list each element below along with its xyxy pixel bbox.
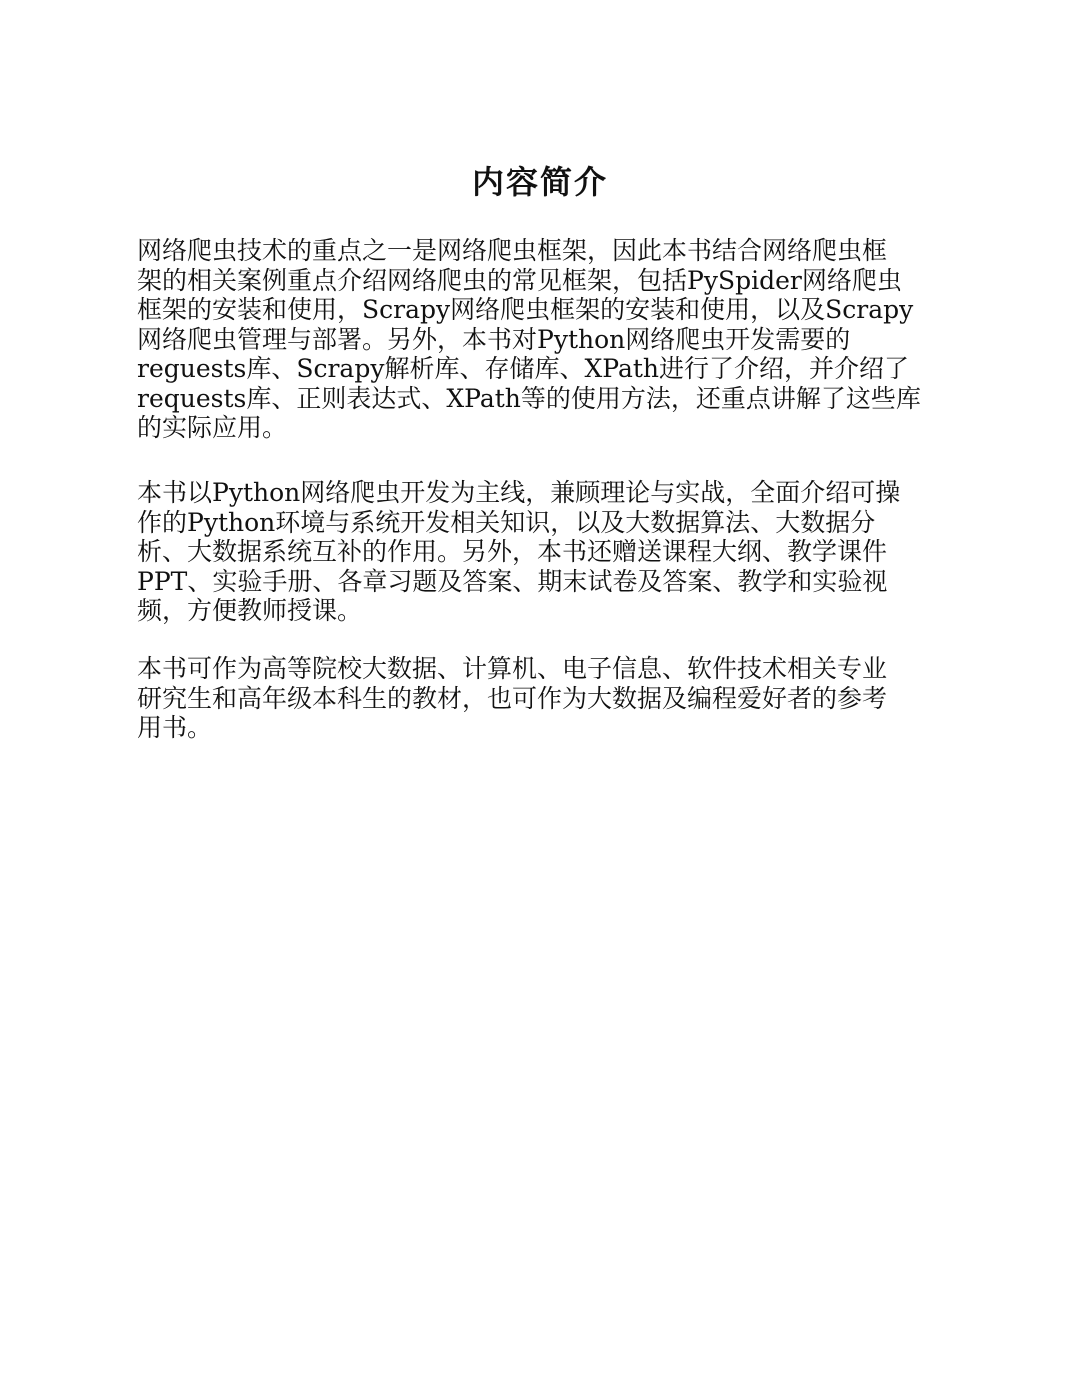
paragraph-line: 析、大数据系统互补的作用。另外，本书还赠送课程大纲、教学课件 [137,537,888,566]
page-title: 内容简介 [471,163,608,201]
paragraph-line: 本书可作为高等院校大数据、计算机、电子信息、软件技术相关专业 [137,654,888,683]
paragraph-line: PPT、实验手册、各章习题及答案、期末试卷及答案、教学和实验视 [137,566,888,596]
paragraph-line: 频，方便教师授课。 [137,596,363,625]
paragraph-line: 架的相关案例重点介绍网络爬虫的常见框架，包括PySpider网络爬虫 [137,265,902,295]
paragraph-line: 本书以Python网络爬虫开发为主线，兼顾理论与实战，全面介绍可操 [137,478,901,507]
paragraph-3 [137,654,943,743]
paragraph-line: 网络爬虫技术的重点之一是网络爬虫框架，因此本书结合网络爬虫框 [137,236,888,265]
paragraph-line: requests库、正则表达式、XPath等的使用方法，还重点讲解了这些库 [137,383,921,413]
paragraph-2 [137,478,943,626]
paragraph-line: 的实际应用。 [137,413,288,442]
paragraph-line: 网络爬虫管理与部署。另外，本书对Python网络爬虫开发需要的 [137,324,851,354]
paragraph-line: 框架的安装和使用，Scrapy网络爬虫框架的安装和使用，以及Scrapy [137,295,914,324]
paragraph-line: reguests库、Scrapy解析库、存储库、XPath进行了介绍，并介绍了 [137,354,910,383]
paragraph-line: 研究生和高年级本科生的教材，也可作为大数据及编程爱好者的参考 [137,683,888,713]
paragraph-1 [137,236,943,443]
paragraph-line: 作的Python环境与系统开发相关知识，以及大数据算法、大数据分 [137,507,876,537]
paragraph-line: 用书。 [137,713,213,742]
